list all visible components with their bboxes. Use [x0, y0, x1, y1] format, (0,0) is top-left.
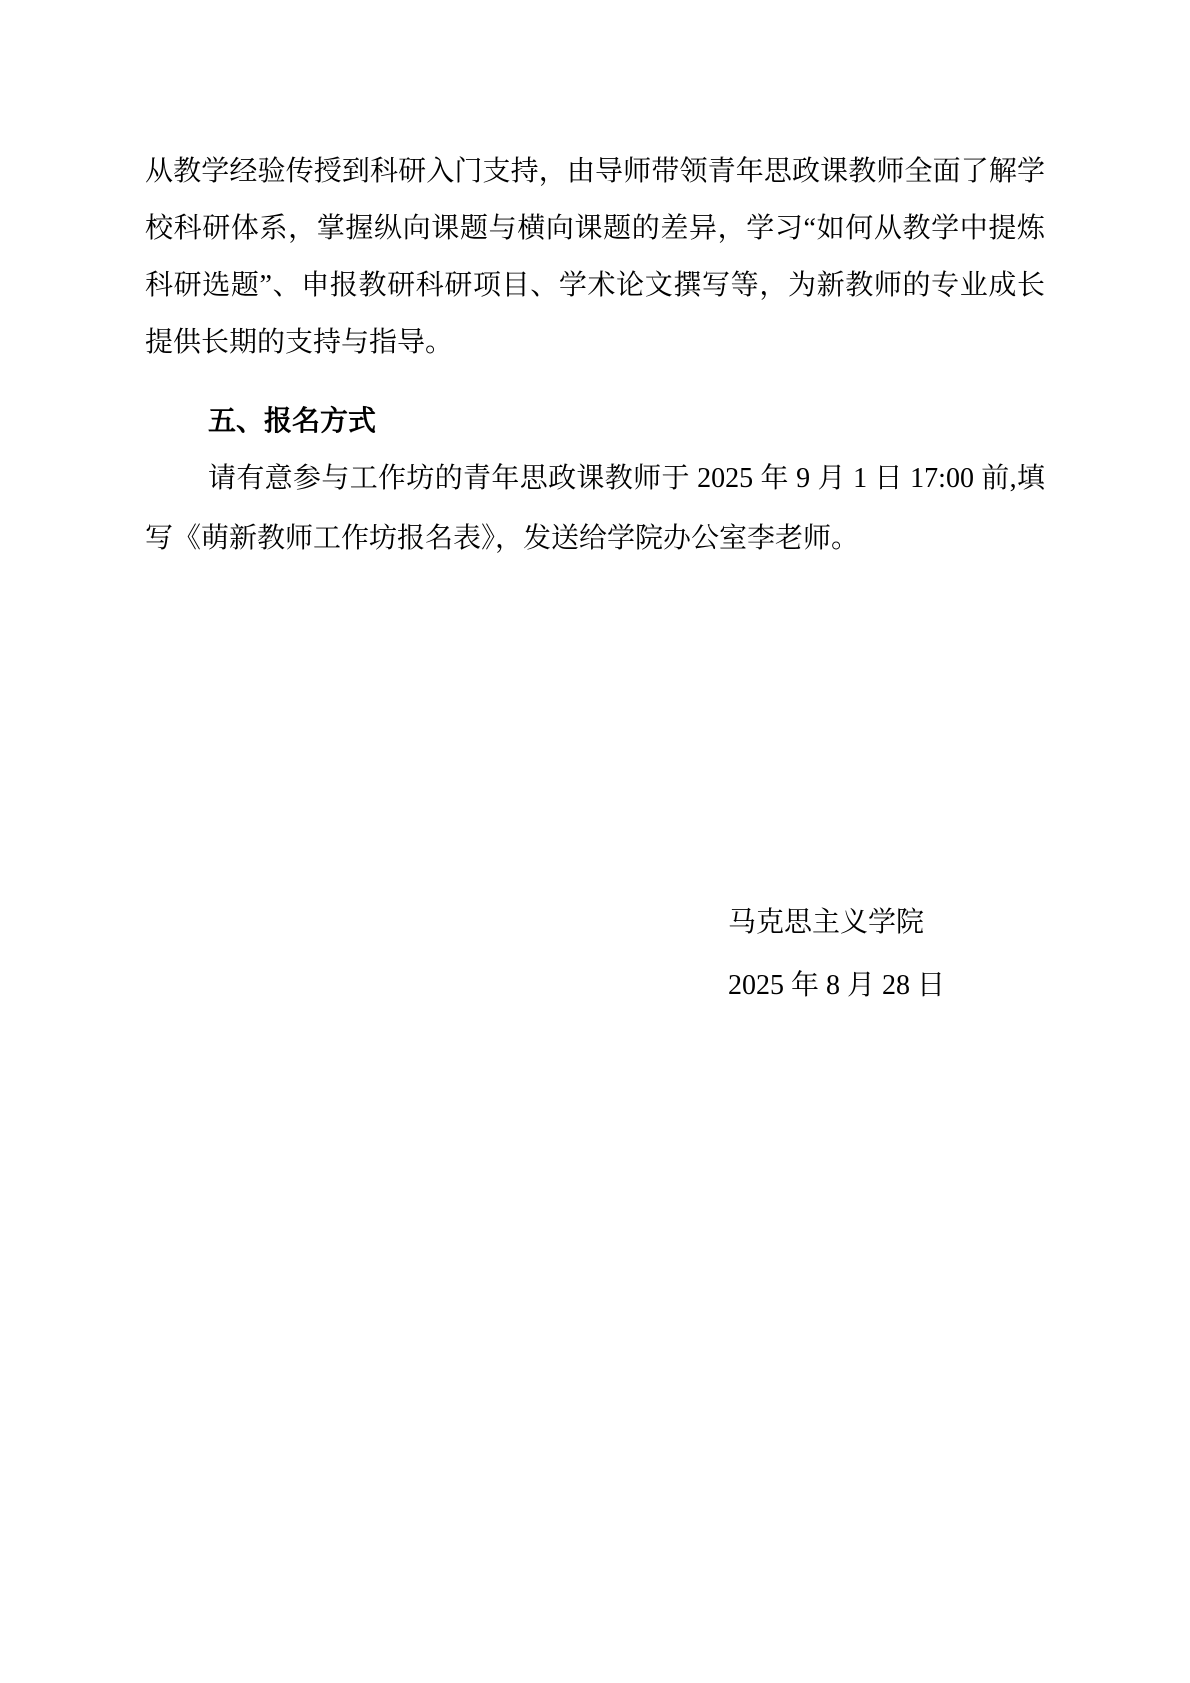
signature-date: 2025 年 8 月 28 日 — [728, 970, 946, 1001]
document-content — [145, 143, 1045, 1017]
paragraph-registration-instructions — [145, 449, 1045, 569]
paragraph-line: 提供长期的支持与指导。 — [145, 327, 454, 358]
paragraph-line: 从教学经验传授到科研入门支持，由导师带领青年思政课教师全面了解学 — [145, 156, 1045, 187]
paragraph-line: 校科研体系，掌握纵向课题与横向课题的差异，学习“如何从教学中提炼 — [145, 213, 1045, 244]
paragraph-line: 写《萌新教师工作坊报名表》，发送给学院办公室李老师。 — [145, 523, 860, 554]
section-heading-registration-method: 五、报名方式 — [208, 405, 377, 436]
paragraph-mentoring-description — [145, 143, 1045, 371]
paragraph-line: 请有意参与工作坊的青年思政课教师于 2025 年 9 月 1 日 17:00 前,填 — [208, 463, 1045, 494]
paragraph-line: 科研选题”、申报教研科研项目、学术论文撰写等，为新教师的专业成长 — [145, 270, 1045, 301]
signature-block — [728, 891, 1045, 1017]
signature-organization: 马克思主义学院 — [728, 907, 925, 938]
